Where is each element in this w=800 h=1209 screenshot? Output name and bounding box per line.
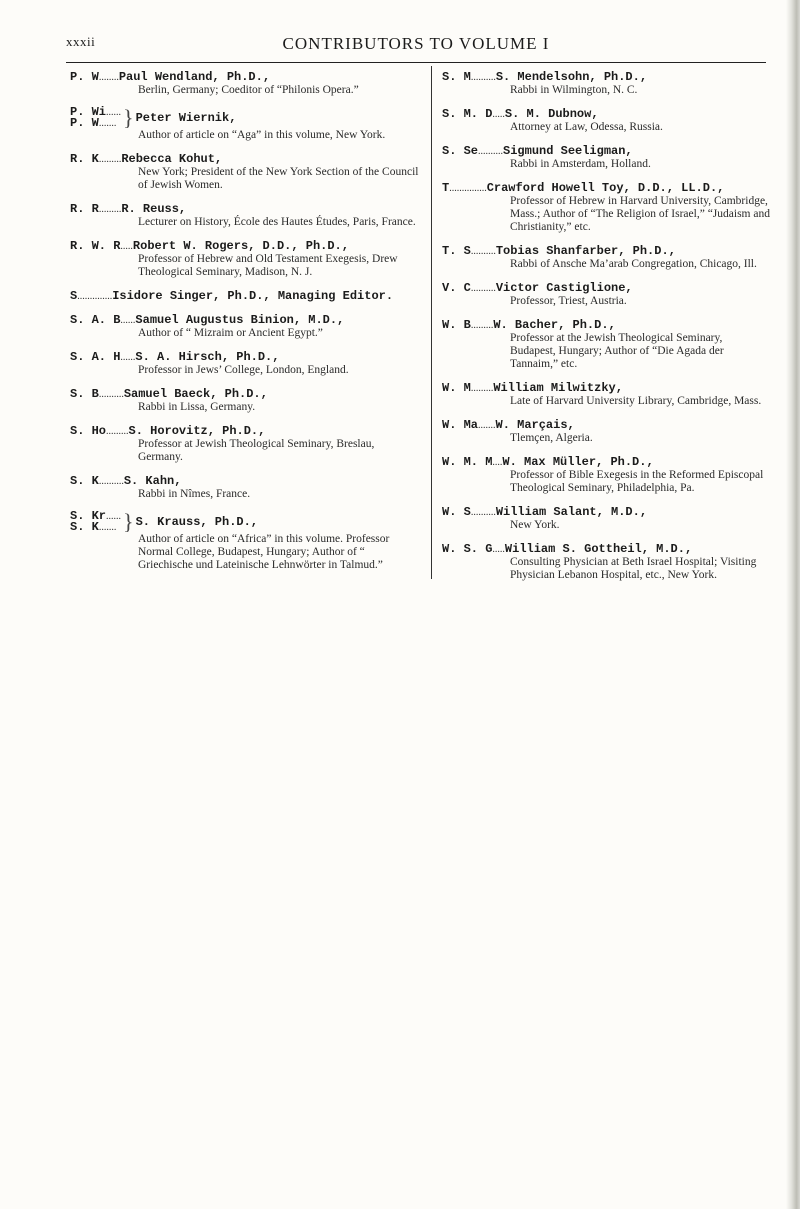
- entry-leader-dots: .....: [120, 241, 133, 252]
- contributor-entry: [442, 381, 770, 408]
- entry-abbreviation: R. R: [70, 202, 99, 216]
- entry-leader-dots: ..........: [98, 389, 124, 400]
- entry-name: William Salant, M.D.,: [495, 505, 648, 519]
- brace-glyph: }: [123, 509, 134, 534]
- entry-leader-dots: .........: [470, 383, 494, 394]
- contributor-entry: [442, 505, 770, 532]
- entry-leader-dots: .......: [98, 118, 117, 129]
- entry-abbreviation: W. M. M: [442, 455, 493, 469]
- entry-abbreviation: S. Kr: [70, 509, 107, 523]
- entry-name: S. Horovitz, Ph.D.,: [128, 424, 266, 438]
- entry-description: Professor of Hebrew and Old Testament Exegesis, Drew Theological Seminary, Madison, N. J.: [138, 253, 398, 278]
- entry-description: Professor of Bible Exegesis in the Reformed Episcopal Theological Seminary, Philadelphia, Pa.: [510, 469, 764, 494]
- header-rule: [66, 62, 766, 63]
- contributor-entry: [70, 313, 420, 340]
- entry-name: R. Reuss,: [121, 202, 187, 216]
- entry-abbreviation: T. S: [442, 244, 471, 258]
- entry-description: Consulting Physician at Beth Israel Hospital; Visiting Physician Lebanon Hospital, etc., New York.: [510, 556, 757, 581]
- entry-description: Rabbi in Nîmes, France.: [138, 488, 251, 500]
- contributor-entry: [442, 542, 770, 582]
- entry-name: Tobias Shanfarber, Ph.D.,: [495, 244, 676, 258]
- contributor-entry: [70, 387, 420, 414]
- contributor-entry: [70, 350, 420, 377]
- entry-name: Crawford Howell Toy, D.D., LL.D.,: [486, 181, 725, 195]
- contributor-entry: [70, 511, 420, 572]
- entry-abbreviation: S. Se: [442, 144, 479, 158]
- contributor-entry: [442, 281, 770, 308]
- entry-leader-dots: .....: [492, 109, 505, 120]
- entry-abbreviation: R. K: [70, 152, 99, 166]
- entry-leader-dots: ..........: [470, 72, 496, 83]
- column-divider: [431, 66, 432, 579]
- entry-description: New York; President of the New York Section of the Council of Jewish Women.: [138, 166, 419, 191]
- entry-description: Lecturer on History, École des Hautes Études, Paris, France.: [138, 216, 416, 228]
- contributor-entry: [442, 70, 770, 97]
- entry-leader-dots: ..........: [470, 507, 496, 518]
- entry-abbreviation: W. S. G: [442, 542, 493, 556]
- brace-glyph: }: [123, 105, 134, 130]
- entry-description: Attorney at Law, Odessa, Russia.: [510, 121, 663, 133]
- entry-abbreviation: T: [442, 181, 450, 195]
- contributor-entry: [70, 474, 420, 501]
- contributor-entry: [70, 239, 420, 279]
- entry-abbreviation: S. K: [70, 520, 99, 534]
- contributor-entry: [70, 107, 420, 142]
- contributor-entry: [70, 70, 420, 97]
- entry-name: William S. Gottheil, M.D.,: [504, 542, 693, 556]
- entry-abbreviation: R. W. R: [70, 239, 121, 253]
- entry-abbreviation: S. K: [70, 474, 99, 488]
- entry-name: Rebecca Kohut,: [121, 152, 223, 166]
- contributor-entry: [442, 318, 770, 371]
- contributor-entry: [442, 455, 770, 495]
- page-edge-shadow: [786, 0, 800, 1209]
- entry-abbreviation: S. M. D: [442, 107, 493, 121]
- entry-name: W. Marçais,: [495, 418, 575, 432]
- entry-leader-dots: .........: [106, 426, 129, 437]
- entry-abbreviation: W. M: [442, 381, 471, 395]
- contributor-entry: [70, 202, 420, 229]
- entry-abbreviation: S. A. B: [70, 313, 121, 327]
- entry-description: Professor, Triest, Austria.: [510, 295, 627, 307]
- entry-abbreviation: V. C: [442, 281, 471, 295]
- entry-name: Paul Wendland, Ph.D.,: [118, 70, 271, 84]
- page-number: xxxii: [66, 34, 96, 49]
- contributor-entry: [70, 152, 420, 192]
- entry-name: S. Kahn,: [123, 474, 182, 488]
- entry-abbreviation: W. B: [442, 318, 471, 332]
- entry-leader-dots: .........: [98, 154, 122, 165]
- contributor-entry: [70, 289, 420, 303]
- entry-description: Rabbi in Lissa, Germany.: [138, 401, 256, 413]
- entry-name: S. A. Hirsch, Ph.D.,: [135, 350, 280, 364]
- entry-leader-dots: .......: [478, 420, 496, 431]
- entry-leader-dots: ......: [106, 107, 122, 118]
- entry-name: Peter Wiernik,: [135, 111, 237, 125]
- entry-description: Late of Harvard University Library, Cambridge, Mass.: [510, 395, 762, 407]
- entry-leader-dots: ..........: [98, 476, 124, 487]
- entry-description: New York.: [510, 519, 560, 531]
- entry-leader-dots: .........: [470, 320, 494, 331]
- entry-leader-dots: .......: [98, 522, 117, 533]
- entry-description: Professor at the Jewish Theological Seminary, Budapest, Hungary; Author of “Die Agada der Tannaim,” etc.: [510, 332, 724, 370]
- page-header: [66, 34, 766, 56]
- left-column: [70, 70, 420, 582]
- entry-leader-dots: ........: [98, 72, 119, 83]
- right-column: [442, 70, 770, 592]
- entry-leader-dots: ..........: [478, 146, 504, 157]
- contributor-entry: [442, 244, 770, 271]
- entry-name: W. Bacher, Ph.D.,: [493, 318, 616, 332]
- entry-leader-dots: ......: [106, 511, 122, 522]
- entry-description: Professor at Jewish Theological Seminary, Breslau, Germany.: [138, 438, 375, 463]
- entry-description: Berlin, Germany; Coeditor of “Philonis Opera.”: [138, 84, 359, 96]
- entry-leader-dots: ....: [492, 457, 503, 468]
- entry-leader-dots: ..........: [470, 283, 496, 294]
- entry-description: Tlemçen, Algeria.: [510, 432, 593, 444]
- contributor-entry: [70, 424, 420, 464]
- entry-description: Professor of Hebrew in Harvard University, Cambridge, Mass.; Author of “The Religion of Israel,” “Judaism and Christianity,” etc.: [510, 195, 770, 233]
- entry-description: Rabbi in Amsterdam, Holland.: [510, 158, 651, 170]
- entry-abbreviation: S. Ho: [70, 424, 107, 438]
- entry-abbreviation: S: [70, 289, 78, 303]
- entry-description: Author of article on “Africa” in this volume. Professor Normal College, Budapest, Hungary; Author of “ Griechische und Lateinische Lehnwörter in Talmud.”: [138, 533, 390, 571]
- entry-leader-dots: ......: [120, 352, 136, 363]
- entry-leader-dots: .........: [98, 204, 122, 215]
- entry-name: Victor Castiglione,: [495, 281, 633, 295]
- entry-description: Rabbi of Ansche Ma’arab Congregation, Chicago, Ill.: [510, 258, 757, 270]
- entry-name: S. Mendelsohn, Ph.D.,: [495, 70, 648, 84]
- contributor-entry: [442, 418, 770, 445]
- entry-name: Sigmund Seeligman,: [503, 144, 633, 158]
- entry-abbreviation: S. A. H: [70, 350, 121, 364]
- entry-abbreviation: P. Wi: [70, 105, 107, 119]
- entry-abbreviation: P. W: [70, 116, 99, 130]
- entry-name: Robert W. Rogers, D.D., Ph.D.,: [132, 239, 349, 253]
- contributor-entry: [442, 107, 770, 134]
- page-title: CONTRIBUTORS TO VOLUME I: [282, 34, 550, 53]
- entry-leader-dots: ...............: [449, 183, 487, 194]
- entry-name: Isidore Singer, Ph.D., Managing Editor.: [112, 289, 394, 303]
- entry-description: Author of article on “Aga” in this volume, New York.: [138, 129, 386, 141]
- entry-description: Author of “ Mizraim or Ancient Egypt.”: [138, 327, 323, 339]
- entry-description: Professor in Jews’ College, London, England.: [138, 364, 349, 376]
- entry-abbreviation: S. M: [442, 70, 471, 84]
- entry-name: Samuel Augustus Binion, M.D.,: [135, 313, 345, 327]
- entry-name: Samuel Baeck, Ph.D.,: [123, 387, 268, 401]
- entry-leader-dots: .....: [492, 544, 505, 555]
- contributor-entry: [442, 181, 770, 234]
- entry-name: S. M. Dubnow,: [504, 107, 599, 121]
- entry-name: W. Max Müller, Ph.D.,: [502, 455, 654, 469]
- entry-leader-dots: ..........: [470, 246, 496, 257]
- entry-abbreviation: P. W: [70, 70, 99, 84]
- entry-name: William Milwitzky,: [493, 381, 623, 395]
- entry-abbreviation: W. S: [442, 505, 471, 519]
- entry-abbreviation: S. B: [70, 387, 99, 401]
- entry-name: S. Krauss, Ph.D.,: [135, 515, 258, 529]
- entry-description: Rabbi in Wilmington, N. C.: [510, 84, 638, 96]
- entry-leader-dots: ..............: [77, 291, 113, 302]
- entry-abbreviation: W. Ma: [442, 418, 479, 432]
- entry-leader-dots: ......: [120, 315, 136, 326]
- contributor-entry: [442, 144, 770, 171]
